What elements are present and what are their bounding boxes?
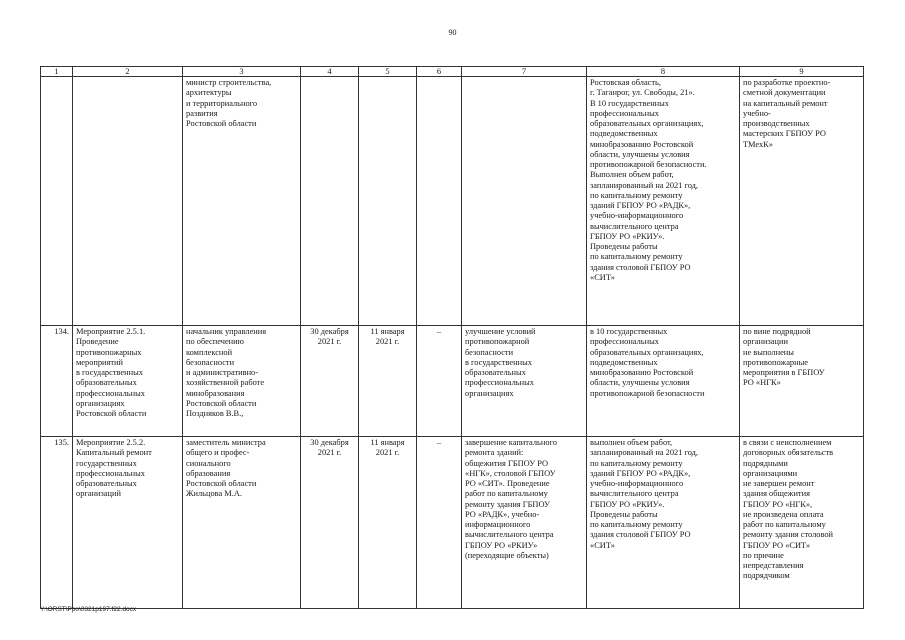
row-number (41, 77, 73, 326)
header-col-1: 1 (41, 67, 73, 77)
file-path-footer: Y:\ORST\Ppo\0321p197.f22.docx (40, 606, 137, 613)
table-row (41, 77, 864, 326)
row-number: 135. (41, 437, 73, 609)
problems-cell: по вине подрядной организации не выполнены противопожарные мероприятия в ГБПОУ РО «НГК» (740, 326, 864, 437)
expected-result-cell: улучшение условий противопожарной безопасности в государственных образовательных профессиональных организациях (462, 326, 587, 437)
measure-cell: Мероприятие 2.5.1. Проведение противопожарных мероприятий в государственных образовательных профессиональных организациях Ростовской области (73, 326, 183, 437)
problems-cell: в связи с неисполнением договорных обязательств подрядными организациями не завершен ремонт здания общежития ГБПОУ РО «НГК», не произведена оплата работ по капитальному ремонту здания столовой ГБПОУ РО «СИТ» по причине непредставления подрядчиком (740, 437, 864, 609)
fact-date-cell (359, 77, 417, 326)
dash-cell: – (417, 437, 462, 609)
header-col-8: 8 (587, 67, 740, 77)
responsible-cell: министр строительства, архитектуры и территориального развития Ростовской области (183, 77, 301, 326)
header-col-9: 9 (740, 67, 864, 77)
responsible-cell: начальник управления по обеспечению комплексной безопасности и административно- хозяйственной работе минобразования Ростовской области Поздняков В.В., (183, 326, 301, 437)
table-row (41, 326, 864, 437)
plan-date-cell: 30 декабря 2021 г. (301, 437, 359, 609)
plan-date-cell: 30 декабря 2021 г. (301, 326, 359, 437)
fact-date-cell: 11 января 2021 г. (359, 437, 417, 609)
page-number: 90 (448, 28, 457, 37)
header-col-7: 7 (462, 67, 587, 77)
expected-result-cell (462, 77, 587, 326)
plan-date-cell (301, 77, 359, 326)
measure-cell (73, 77, 183, 326)
header-col-5: 5 (359, 67, 417, 77)
expected-result-cell: завершение капитального ремонта зданий: общежития ГБПОУ РО «НГК», столовой ГБПОУ РО «СИТ». Проведение работ по капитальному ремонту здания ГБПОУ РО «РАДК», учебно- информационного вычислительного центра ГБПОУ РО «РКИУ» (переходящие объекты) (462, 437, 587, 609)
header-col-6: 6 (417, 67, 462, 77)
header-row (41, 67, 864, 77)
dash-cell: – (417, 326, 462, 437)
table-row (41, 437, 864, 609)
header-col-3: 3 (183, 67, 301, 77)
measure-cell: Мероприятие 2.5.2. Капитальный ремонт государственных профессиональных образовательных организаций (73, 437, 183, 609)
actual-result-cell: в 10 государственных профессиональных образовательных организациях, подведомственных минобразованию Ростовской области, улучшены условия противопожарной безопасности (587, 326, 740, 437)
actual-result-cell: Ростовская область, г. Таганрог, ул. Свободы, 21». В 10 государственных профессиональных образовательных организациях, подведомственных минобразованию Ростовской области, улучшены условия противопожарной безопасности. Выполнен объем работ, запланированный на 2021 год, по капитальному ремонту зданий ГБПОУ РО «РАДК», учебно-информационного вычислительного центра ГБПОУ РО «РКИУ». Проведены работы по капитальному ремонту здания столовой ГБПОУ РО «СИТ» (587, 77, 740, 326)
dash-cell (417, 77, 462, 326)
responsible-cell: заместитель министра общего и профес- сионального образования Ростовской области Жильцова М.А. (183, 437, 301, 609)
header-col-4: 4 (301, 67, 359, 77)
fact-date-cell: 11 января 2021 г. (359, 326, 417, 437)
report-table (40, 66, 864, 609)
actual-result-cell: выполнен объем работ, запланированный на 2021 год, по капитальному ремонту зданий ГБПОУ РО «РАДК», учебно-информационного вычислительного центра ГБПОУ РО «РКИУ». Проведены работы по капитальному ремонту здания столовой ГБПОУ РО «СИТ» (587, 437, 740, 609)
header-col-2: 2 (73, 67, 183, 77)
problems-cell: по разработке проектно- сметной документации на капитальный ремонт учебно- производственных мастерских ГБПОУ РО ТМехК» (740, 77, 864, 326)
row-number: 134. (41, 326, 73, 437)
